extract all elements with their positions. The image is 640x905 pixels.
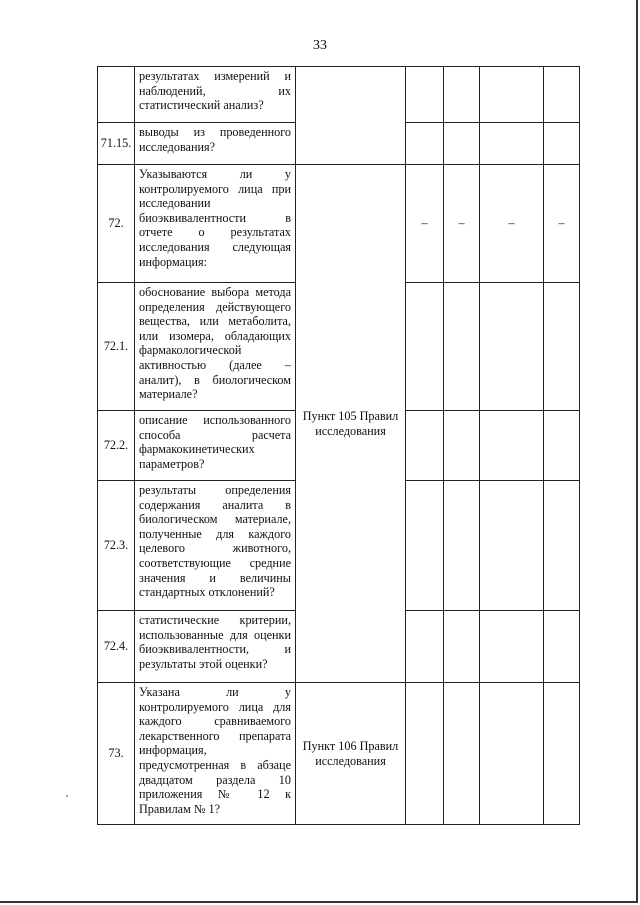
row-number: [98, 67, 135, 123]
answer-no-cell[interactable]: [444, 67, 480, 123]
question-text: результаты определения содержания аналита в биологическом материале, полученные для каждого целевого животного, соответствующие средние значения и величины стандартных отклонений?: [135, 481, 296, 611]
answer-yes-cell[interactable]: [406, 67, 444, 123]
question-text: выводы из проведенного исследования?: [135, 123, 296, 165]
checklist-table: [97, 66, 580, 825]
reference-cell: Пункт 105 Правил исследования: [296, 165, 406, 683]
answer-no-cell[interactable]: [444, 283, 480, 411]
answer-note-cell[interactable]: [544, 411, 580, 481]
answer-note-cell[interactable]: [544, 283, 580, 411]
page-number: 33: [313, 38, 327, 53]
reference-cell: [296, 67, 406, 165]
answer-yes-cell[interactable]: –: [406, 165, 444, 283]
answer-note-cell[interactable]: [544, 481, 580, 611]
row-number: 72.: [98, 165, 135, 283]
table-row: [98, 67, 580, 123]
question-text: Указана ли у контролируемого лица для каждого сравниваемого лекарственного препарата информация, предусмотренная в абзаце двадцатом раздела 10 приложения № 12 к Правилам № 1?: [135, 683, 296, 825]
answer-na-cell[interactable]: [480, 481, 544, 611]
answer-yes-cell[interactable]: [406, 611, 444, 683]
row-number: 73.: [98, 683, 135, 825]
row-number: 72.2.: [98, 411, 135, 481]
answer-no-cell[interactable]: [444, 123, 480, 165]
answer-yes-cell[interactable]: [406, 411, 444, 481]
scan-speck: [66, 795, 68, 797]
answer-na-cell[interactable]: [480, 123, 544, 165]
answer-no-cell[interactable]: [444, 481, 480, 611]
answer-yes-cell[interactable]: [406, 283, 444, 411]
answer-yes-cell[interactable]: [406, 123, 444, 165]
answer-yes-cell[interactable]: [406, 683, 444, 825]
reference-cell: Пункт 106 Правил исследования: [296, 683, 406, 825]
question-text: описание использованного способа расчета фармакокинетических параметров?: [135, 411, 296, 481]
answer-note-cell[interactable]: [544, 611, 580, 683]
row-number: 71.15.: [98, 123, 135, 165]
answer-note-cell[interactable]: [544, 67, 580, 123]
row-number: 72.4.: [98, 611, 135, 683]
question-text: результатах измерений и наблюдений, их статистический анализ?: [135, 67, 296, 123]
question-text: обоснование выбора метода определения действующего вещества, или метаболита, или изомера, обладающих фармакологической активностью (далее – аналит), в биологическом материале?: [135, 283, 296, 411]
table-row: [98, 165, 580, 283]
table-row: [98, 683, 580, 825]
question-text: Указываются ли у контролируемого лица при исследовании биоэквивалентности в отчете о результатах исследования следующая информация:: [135, 165, 296, 283]
answer-na-cell[interactable]: –: [480, 165, 544, 283]
answer-na-cell[interactable]: [480, 283, 544, 411]
answer-na-cell[interactable]: [480, 683, 544, 825]
answer-no-cell[interactable]: –: [444, 165, 480, 283]
answer-na-cell[interactable]: [480, 411, 544, 481]
answer-no-cell[interactable]: [444, 411, 480, 481]
answer-no-cell[interactable]: [444, 611, 480, 683]
answer-na-cell[interactable]: [480, 611, 544, 683]
row-number: 72.1.: [98, 283, 135, 411]
answer-yes-cell[interactable]: [406, 481, 444, 611]
answer-note-cell[interactable]: –: [544, 165, 580, 283]
answer-no-cell[interactable]: [444, 683, 480, 825]
question-text: статистические критерии, использованные для оценки биоэквивалентности, и результаты этой оценки?: [135, 611, 296, 683]
answer-note-cell[interactable]: [544, 683, 580, 825]
answer-note-cell[interactable]: [544, 123, 580, 165]
answer-na-cell[interactable]: [480, 67, 544, 123]
row-number: 72.3.: [98, 481, 135, 611]
